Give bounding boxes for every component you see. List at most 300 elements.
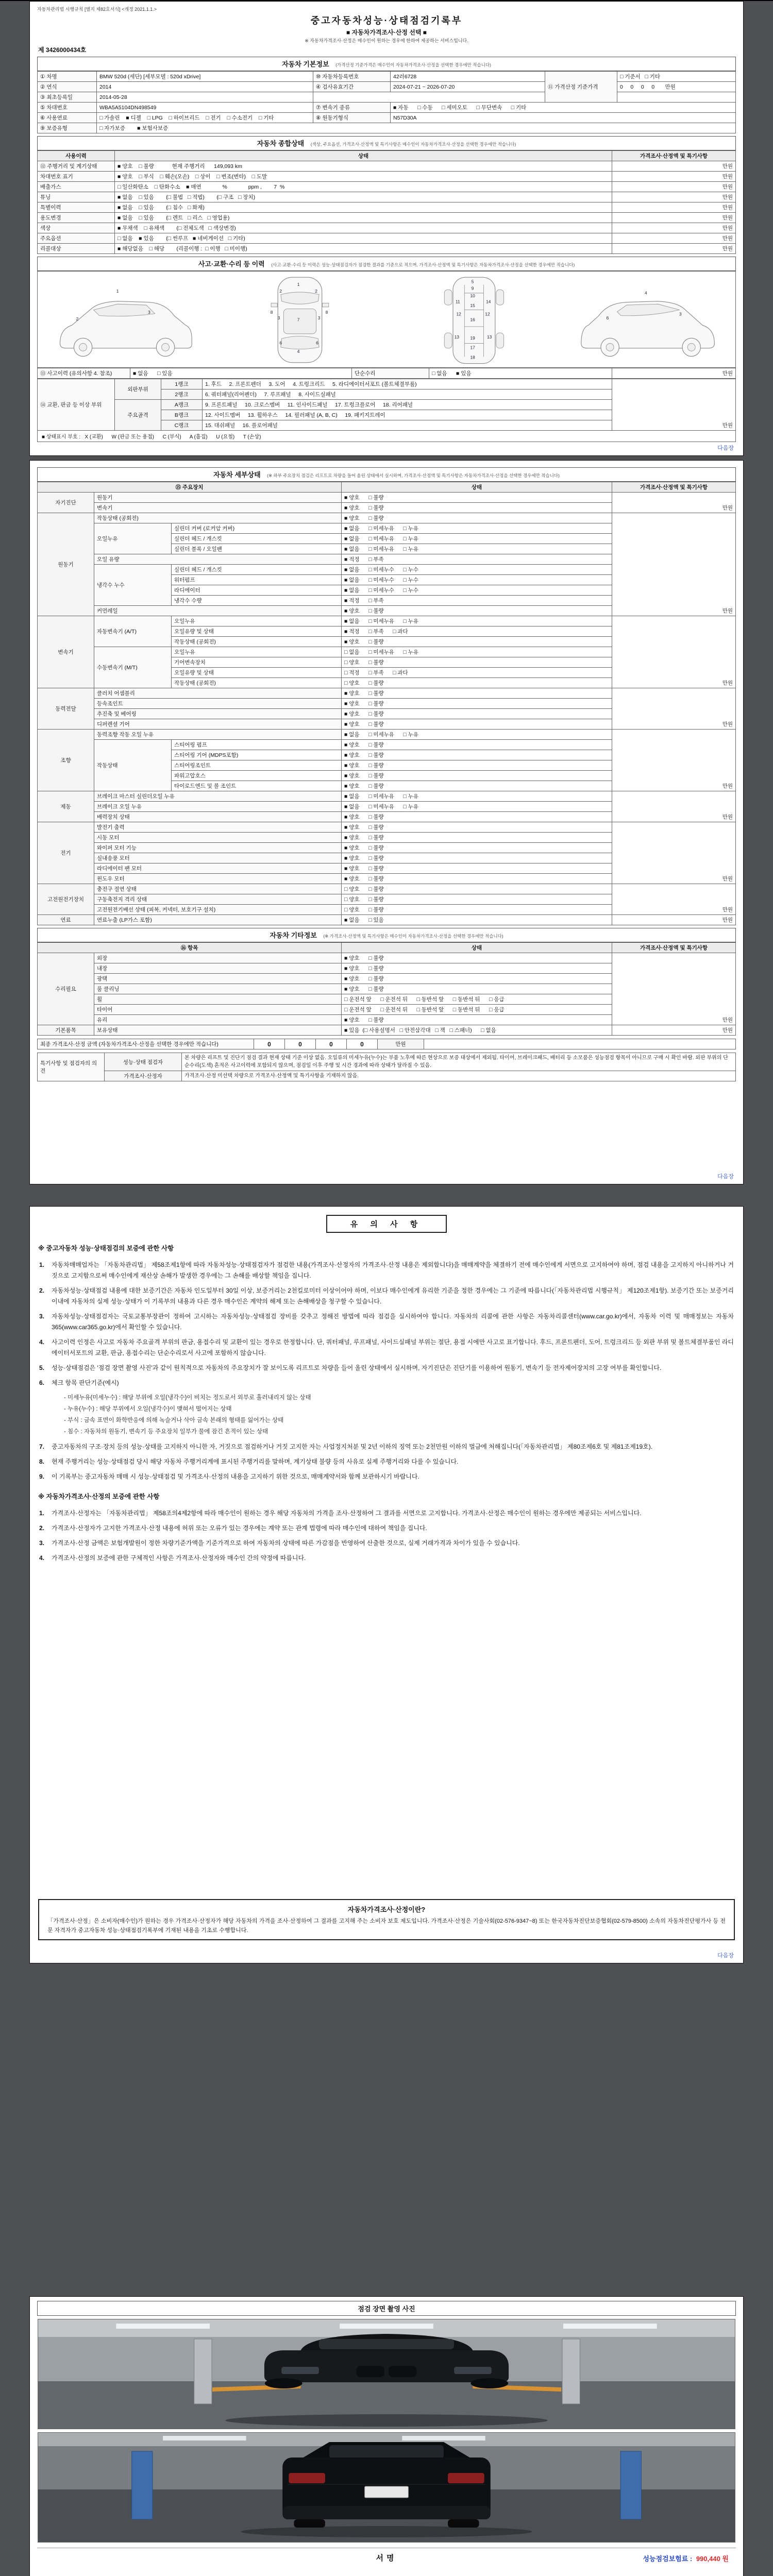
panel-number-marker: 12 bbox=[485, 311, 490, 317]
status-checkbox-group[interactable]: ■ 양호 □ 불량 bbox=[342, 984, 612, 994]
status-checkbox-group[interactable]: □ 운전석 앞 □ 운전석 뒤 □ 동반석 앞 □ 동반석 뒤 □ 응급 bbox=[342, 1005, 612, 1015]
price-input-cell[interactable]: 만원 bbox=[612, 379, 736, 431]
panel-number-marker: 11 bbox=[456, 299, 460, 304]
panel-number-marker: 7 bbox=[297, 317, 300, 323]
field-label: 클러치 어셈블리 bbox=[94, 688, 342, 699]
panel-number-marker: 2 bbox=[279, 288, 282, 294]
field-label: ⑩ 자동차등록번호 bbox=[313, 72, 391, 82]
status-checkbox-group[interactable]: ■ 없음 □ 있음 (□ 침수 □ 화재) bbox=[115, 202, 612, 213]
form-reference: 자동차관리법 시행규칙 [별지 제82호서식] <개정 2021.1.1.> bbox=[37, 7, 157, 12]
field-label: ② 연식 bbox=[38, 82, 97, 92]
field-label: 외장 bbox=[94, 953, 342, 963]
field-label: 자동변속기 (A/T) bbox=[94, 616, 172, 647]
field-label: 변속기 bbox=[94, 503, 342, 513]
price-input-cell[interactable]: 만원 bbox=[612, 161, 736, 172]
status-checkbox-group[interactable]: ■ 양호 □ 불량 bbox=[342, 843, 612, 853]
notice-item-number bbox=[52, 1415, 61, 1426]
photo-section-title: 점검 장면 촬영 사진 bbox=[37, 2301, 736, 2316]
price-input-cell[interactable]: 만원 bbox=[612, 368, 736, 379]
status-checkbox-group[interactable]: □ 없음 ■ 있음 bbox=[429, 368, 612, 379]
group-label: 기본품목 bbox=[38, 1025, 94, 1036]
page-3-sheet bbox=[29, 1206, 744, 1963]
group-label: 연료 bbox=[38, 915, 94, 925]
spacer bbox=[37, 1568, 736, 1894]
basic-info-table bbox=[37, 71, 736, 133]
photo-rear-image bbox=[38, 2433, 735, 2542]
sub-item-label: 기어변속장치 bbox=[172, 657, 342, 668]
sub-item-label: 실린더 커버 (로커암 커버) bbox=[172, 523, 342, 534]
field-label: 배력장치 상태 bbox=[94, 812, 342, 822]
price-appraisal-select-note: ※ 자동차가격조사·산정은 매수인이 원하는 경우에 한하여 제공하는 서비스입니다. bbox=[305, 38, 468, 43]
notice-item-text: 현재 주행거리는 성능·상태점검 당시 해당 자동차 주행거리계에 표시된 주행거리를 말하며, 계기상태 불량 등의 사유로 실제 주행거리와 다를 수 있습니다. bbox=[52, 1458, 459, 1465]
notice-item-text: 가격조사·산정의 보증에 관한 구체적인 사항은 가격조사·산정자와 매수인 간의 약정에 따릅니다. bbox=[52, 1554, 306, 1562]
status-checkbox-group[interactable]: ■ 없음 □ 미세누유 □ 누유 bbox=[342, 523, 612, 534]
panel-number-marker: 13 bbox=[487, 334, 492, 340]
field-label: ④ 검사유효기간 bbox=[313, 82, 391, 92]
status-checkbox-group[interactable]: ■ 없음 □ 있음 (□ 렌트 □ 리스 □ 영업용) bbox=[115, 213, 612, 223]
fee-label: 성능점검보험료 : bbox=[643, 2555, 693, 2563]
status-checkbox-group[interactable]: □ 가솔린 ■ 디젤 □ LPG □ 하이브리드 □ 전기 □ 수소전기 □ 기타 bbox=[97, 113, 313, 123]
panel-number-marker: 6 bbox=[315, 340, 318, 346]
price-input-cell[interactable]: 만원 bbox=[612, 213, 736, 223]
notice-title: 유 의 사 항 bbox=[326, 1215, 447, 1233]
field-label: 특기사항 및 점검자의 의견 bbox=[38, 1053, 105, 1081]
notice-item-number: 4. bbox=[39, 1554, 45, 1562]
price-input-cell[interactable]: 만원 bbox=[612, 915, 736, 925]
notice-sub-item bbox=[52, 1427, 734, 1437]
status-checkbox-group[interactable]: ■ 없음 □ 미세누유 □ 누유 bbox=[342, 791, 612, 802]
panel-number-marker: 12 bbox=[456, 311, 462, 317]
signature-row bbox=[37, 2548, 736, 2575]
panel-number-marker: 1 bbox=[116, 288, 119, 294]
field-label: ⑨ 보증유형 bbox=[38, 123, 97, 133]
price-input-cell[interactable]: 만원 bbox=[612, 513, 736, 616]
status-checkbox-group[interactable]: ■ 양호 □ 불량 bbox=[342, 833, 612, 843]
field-label: 배출가스 bbox=[38, 182, 115, 192]
status-checkbox-group[interactable]: ■ 양호 □ 불량 bbox=[342, 740, 612, 750]
status-checkbox-group[interactable]: □ 양호 □ 불량 bbox=[342, 657, 612, 668]
group-label: 2랭크 bbox=[161, 389, 203, 400]
status-checkbox-group[interactable]: □ 양호 □ 불량 bbox=[342, 905, 612, 915]
field-label: 디퍼렌셜 기어 bbox=[94, 719, 342, 730]
group-label: 전기 bbox=[38, 822, 94, 884]
price-input-cell[interactable]: 만원 bbox=[612, 493, 736, 513]
sub-item-label: 라디에이터 bbox=[172, 585, 342, 596]
group-label: A랭크 bbox=[161, 400, 203, 410]
notice-item-number: 3. bbox=[39, 1313, 45, 1320]
panel-number-marker: 8 bbox=[270, 309, 273, 315]
panel-number-marker: 15 bbox=[470, 302, 476, 308]
first-registration-date: 2014-05-28 bbox=[97, 92, 313, 103]
next-page-link[interactable]: 다음장 bbox=[717, 1174, 734, 1180]
status-checkbox-group[interactable]: ■ 양호 □ 불량 bbox=[342, 709, 612, 719]
status-checkbox-group[interactable]: ■ 없음 □ 미세누유 □ 누유 bbox=[342, 802, 612, 812]
section-detail-title: 자동차 세부상태 bbox=[213, 471, 261, 479]
status-checkbox-group[interactable]: ■ 양호 □ 불량 bbox=[342, 688, 612, 699]
notice-item-number: 5. bbox=[39, 1364, 45, 1371]
document-title: 중고자동차성능·상태점검기록부 bbox=[310, 15, 463, 26]
status-checkbox-group[interactable]: ■ 양호 □ 불량 bbox=[342, 853, 612, 863]
notice-item-number: 2. bbox=[39, 1524, 45, 1532]
amount-digit-box[interactable]: 0 bbox=[316, 1039, 347, 1049]
section-overall-title: 자동차 종합상태 bbox=[257, 140, 305, 147]
section-accident-title: 사고·교환·수리 등 이력 bbox=[198, 260, 265, 268]
field-label: 실내송풍 모터 bbox=[94, 853, 342, 863]
status-checkbox-group[interactable]: ■ 양호 □ 불량 bbox=[342, 874, 612, 884]
group-label: 만원 bbox=[378, 1039, 424, 1049]
panel-number-marker: 3 bbox=[317, 315, 321, 320]
status-checkbox-group[interactable]: ■ 없음 □ 있음 (□ 불법 □ 적법) (□ 구조 □ 장치) bbox=[115, 192, 612, 202]
document-number: 제 3426000434호 bbox=[38, 46, 87, 54]
notice-item-text: 자동차성능·상태점검 내용에 대한 보증기간은 자동차 인도일부터 30일 이상, 보증거리는 2천킬로미터 이상이어야 하며, 이보다 매수인에게 유리한 기준을 정한 경우에는 그 기준에 따릅니다(「자동차관리법 시행규칙」 제120조제1항). 보증기간 또는 보증거리 이내에 자동차의 실제 성능·상태가 이 기록부의 내용과 다른 경우 매수인은 계약의 해제 또는 손해배상을 청구할 수 있습니다. bbox=[52, 1287, 734, 1305]
panel-number-marker: 19 bbox=[470, 335, 476, 341]
field-label: ⑪ 가격산정 기준가격 bbox=[545, 72, 617, 103]
panel-number-marker: 6 bbox=[279, 340, 282, 346]
car-diagram-top-view bbox=[214, 272, 384, 367]
field-label: 광택 bbox=[94, 974, 342, 984]
column-header: 상태 bbox=[342, 943, 612, 953]
section-etc bbox=[37, 928, 736, 942]
panel-number-marker: 8 bbox=[325, 309, 328, 315]
notice-part2-list bbox=[37, 1504, 736, 1568]
status-checkbox-group[interactable]: ■ 양호 □ 불량 bbox=[342, 750, 612, 760]
field-label: ⑫ 주행거리 및 계기상태 bbox=[38, 161, 115, 172]
group-label: 변속기 bbox=[38, 616, 94, 688]
status-checkbox-group[interactable]: □ 없음 □ 미세누유 □ 누유 bbox=[342, 647, 612, 657]
sub-item-label: 실린더 헤드 / 개스킷 bbox=[172, 534, 342, 544]
status-checkbox-group[interactable]: ■ 적정 □ 부족 bbox=[342, 596, 612, 606]
group-label: 성능·상태 점검자 bbox=[105, 1053, 182, 1071]
next-page-link[interactable]: 다음장 bbox=[717, 1953, 734, 1959]
status-checkbox-group[interactable]: ■ 양호 □ 불량 bbox=[342, 812, 612, 822]
section-detail bbox=[37, 467, 736, 482]
notice-item bbox=[39, 1553, 734, 1564]
sub-item-label: 타이로드엔드 및 볼 조인트 bbox=[172, 781, 342, 791]
price-input-cell[interactable]: 만원 bbox=[612, 172, 736, 182]
sub-item-label: 오일누유 bbox=[172, 616, 342, 626]
field-label: 충전구 절연 상태 bbox=[94, 884, 342, 894]
inspector-opinion[interactable]: 본 차량은 리프트 및 진단기 점검 결과 현재 상태 기준 이상 없음. 오일류의 미세누유(누수)는 부품 노후에 따른 현상으로 보증 대상에서 제외됨. 타이어, 브레이크패드, 배터리 등 소모품은 성능점검 항목이 아니므로 구매 시 확인 바람. 외판 부위의 단순수리(도색) 흔적은 사고이력에 포함되지 않으며, 점검일 이후 주행 및 시간 경과에 따라 상태가 달라질 수 있음. bbox=[182, 1053, 736, 1071]
price-input-cell[interactable]: 만원 bbox=[612, 182, 736, 192]
field-label: 휠 bbox=[94, 994, 342, 1005]
panel-number-marker: 14 bbox=[486, 299, 491, 304]
field-label: 내장 bbox=[94, 963, 342, 974]
inspection-photo-rear bbox=[38, 2432, 735, 2543]
status-checkbox-group[interactable]: ■ 양호 □ 불량 bbox=[342, 963, 612, 974]
appraisal-info-body: 「가격조사·산정」은 소비자(매수인)가 원하는 경우 가격조사·산정자가 해당 자동차의 가격을 조사·산정하여 그 결과를 고지해 주는 소비자 보호 제도입니다. 가격조사·산정은 기술사회(02-576-9347~8) 또는 한국자동차진단보증협회(02-579-8500) 소속의 자동차진단평가사 등 전문 자격자가 중고자동차 성능·상태점검기록부에 기재된 내용을 기초로 수행합니다. bbox=[47, 1918, 726, 1934]
status-checkbox-group[interactable]: 6. 쿼터패널(리어펜더) 7. 루프패널 8. 사이드실패널 bbox=[203, 389, 612, 400]
price-input-cell[interactable]: 만원 bbox=[612, 953, 736, 1025]
base-price-amount[interactable]: 0 0 0 0 만원 bbox=[617, 82, 736, 92]
section-overall-note: (색상, 주요옵션, 가격조사·산정액 및 특기사항은 매수인이 자동차가격조사·산정을 선택한 경우에만 적습니다) bbox=[310, 142, 516, 147]
price-input-cell[interactable]: 만원 bbox=[612, 822, 736, 884]
status-checkbox-group[interactable]: ■ 없음 □ 미세누유 □ 누유 bbox=[342, 616, 612, 626]
opinion-table bbox=[37, 1053, 736, 1081]
status-checkbox-group[interactable]: ■ 양호 □ 불량 bbox=[342, 822, 612, 833]
status-code-legend: ■ 상태표시 부호 : X (교환) W (판금 또는 용접) C (부식) A (흠집) U (요철) T (손상) bbox=[37, 431, 736, 442]
car-diagram-underbody-view bbox=[389, 272, 559, 367]
notice-item-text: 가격조사·산정자는 「자동차관리법」 제58조의4제2항에 따라 매수인이 원하는 경우 해당 자동차의 가격을 조사·산정하여 그 결과를 서면으로 고지합니다. 가격조사·산정은 매수인이 원하는 경우에만 제공되는 서비스입니다. bbox=[52, 1509, 642, 1517]
panel-number-marker: 1 bbox=[297, 281, 300, 287]
amount-digit-box[interactable]: 0 bbox=[285, 1039, 316, 1049]
panel-number-marker: 2 bbox=[76, 316, 79, 321]
price-input-cell[interactable]: 만원 bbox=[612, 791, 736, 822]
status-checkbox-group[interactable]: ■ 없음 □ 있음 bbox=[130, 368, 352, 379]
notice-item-number bbox=[52, 1404, 61, 1414]
price-input-cell[interactable]: 만원 bbox=[612, 616, 736, 688]
field-label: 특별이력 bbox=[38, 202, 115, 213]
notice-item-text: - 부식 : 금속 표면이 화학반응에 의해 녹슬거나 삭아 금속 본래의 형태를 잃어가는 상태 bbox=[64, 1417, 284, 1424]
field-label: 수동변속기 (M/T) bbox=[94, 647, 172, 688]
status-checkbox-group[interactable]: ■ 없음 □ 미세누수 □ 누수 bbox=[342, 585, 612, 596]
panel-number-marker: 17 bbox=[470, 345, 476, 350]
panel-number-marker: 16 bbox=[470, 317, 476, 323]
notice-item bbox=[39, 1471, 734, 1482]
status-checkbox-group[interactable]: ■ 없음 □ 미세누유 □ 누유 bbox=[342, 730, 612, 740]
field-label: ⑤ 차대번호 bbox=[38, 103, 97, 113]
notice-item-text: 성능·상태점검은 '점검 장면 촬영 사진'과 같이 원칙적으로 자동차의 주요장치가 잘 보이도록 리프트로 차량을 들어 올린 상태에서 실시하며, 자기진단은 진단기를 이용하여 원동기, 변속기 등 전자제어장치의 고장 여부를 확인합니다. bbox=[52, 1364, 662, 1371]
section-accident-note: (사고·교환·수리 등 이력은 성능·상태점검자가 점검한 결과를 기준으로 적으며, 가격조사·산정액 및 특기사항은 자동차가격조사·산정을 선택한 경우에만 적습니다) bbox=[271, 262, 575, 267]
status-checkbox-group[interactable]: □ 자가보증 ■ 보험사보증 bbox=[97, 123, 736, 133]
notice-sub-item bbox=[52, 1415, 734, 1426]
status-checkbox-group[interactable]: ■ 양호 □ 부식 □ 훼손(오손) □ 상이 □ 변조(변타) □ 도말 bbox=[115, 172, 612, 182]
field-label: 주요옵션 bbox=[38, 233, 115, 244]
status-checkbox-group[interactable]: ■ 양호 □ 불량 bbox=[342, 863, 612, 874]
notice-item-text: 중고자동차의 구조·장치 등의 성능·상태를 고지하지 아니한 자, 거짓으로 점검하거나 거짓 고지한 자는 사업정지처분 및 2년 이하의 징역 또는 2천만원 이하의 벌금에 처해집니다(「자동차관리법」 제80조제6호 및 제81조제19호). bbox=[52, 1443, 653, 1450]
overall-condition-table bbox=[37, 150, 736, 254]
status-checkbox-group[interactable]: 12. 사이드멤버 13. 휠하우스 14. 필러패널 (A, B, C) 19. 패키지트레이 bbox=[203, 410, 612, 420]
signature-label: 서명 bbox=[376, 2554, 397, 2563]
panel-number-marker: 4 bbox=[297, 349, 300, 354]
status-checkbox-group[interactable]: □ 양호 □ 불량 bbox=[342, 894, 612, 905]
sub-item-label: 오일유량 및 상태 bbox=[172, 626, 342, 637]
status-checkbox-group[interactable]: ■ 양호 □ 불량 bbox=[342, 699, 612, 709]
panel-number-marker: 18 bbox=[470, 354, 476, 360]
inspection-insurance-fee bbox=[643, 2553, 729, 2563]
field-label: 원동기 bbox=[94, 493, 342, 503]
panel-number-marker: 3 bbox=[148, 309, 151, 315]
sub-item-label: 냉각수 수량 bbox=[172, 596, 342, 606]
field-label: 오일누유 bbox=[94, 523, 172, 554]
notice-item-text: 자동차성능·상태점검자는 국토교통부장관이 정하여 고시하는 자동차성능·상태점검 장비를 갖추고 정해진 방법에 따라 점검을 실시하여야 합니다. 자동차의 리콜에 관한 사항은 자동차리콜센터(www.car.go.kr)에서, 자동차 이력 및 매매정보는 자동차365(www.car365.go.kr)에서 확인할 수 있습니다. bbox=[52, 1313, 734, 1331]
field-label: 냉각수 누수 bbox=[94, 565, 172, 606]
status-checkbox-group[interactable]: 9. 프론트패널 10. 크로스멤버 11. 인사이드패널 17. 트렁크플로어 18. 리어패널 bbox=[203, 400, 612, 410]
vehicle-name: BMW 520d (세단) [세부모델 : 520d xDrive] bbox=[97, 72, 313, 82]
status-checkbox-group[interactable]: ■ 무채색 □ 유채색 (□ 전체도색 □ 색상변경) bbox=[115, 223, 612, 233]
registration-number: 42러6728 bbox=[391, 72, 545, 82]
field-label: 유리 bbox=[94, 1015, 342, 1025]
status-checkbox-group[interactable]: ■ 양호 □ 불량 bbox=[342, 719, 612, 730]
status-checkbox-group[interactable]: □ 양호 □ 불량 bbox=[342, 678, 612, 688]
price-input-cell[interactable]: 만원 bbox=[612, 223, 736, 233]
notice-item-number bbox=[52, 1427, 61, 1437]
status-checkbox-group[interactable]: ■ 양호 □ 불량 bbox=[342, 493, 612, 503]
notice-item-number: 1. bbox=[39, 1509, 45, 1517]
panel-number-marker: 3 bbox=[277, 315, 280, 320]
status-checkbox-group[interactable]: ■ 있음 (□ 사용설명서 □ 안전삼각대 □ 잭 □ 스패너) □ 없음 bbox=[342, 1025, 612, 1036]
field-label: 용도변경 bbox=[38, 213, 115, 223]
field-label: 작동상태 bbox=[94, 740, 172, 791]
next-page-link[interactable]: 다음장 bbox=[717, 445, 734, 451]
section-etc-title: 자동차 기타정보 bbox=[270, 931, 317, 939]
amount-digit-box[interactable]: 0 bbox=[254, 1039, 285, 1049]
sub-item-label: 워터펌프 bbox=[172, 575, 342, 585]
field-label: ⑬ 사고이력 (유의사항 4. 참조) bbox=[38, 368, 130, 379]
notice-item-number: 9. bbox=[39, 1472, 45, 1480]
group-label: 가격조사·산정자 bbox=[105, 1071, 182, 1081]
notice-item-text: 체크 항목 판단기준(예시) bbox=[52, 1379, 119, 1386]
photo-lift-front-image bbox=[38, 2319, 735, 2429]
status-checkbox-group[interactable]: ■ 없음 □ 미세누유 □ 누유 bbox=[342, 534, 612, 544]
etc-info-table bbox=[37, 942, 736, 1036]
appraiser-opinion[interactable]: 가격조사·산정 미선택 차량으로 가격조사·산정액 및 특기사항을 기재하지 않음. bbox=[182, 1071, 736, 1081]
sub-item-label: 실린더 블록 / 오일팬 bbox=[172, 544, 342, 554]
field-label: 고전원전기배선 상태 (피복, 커넥터, 보호기구 설치) bbox=[94, 905, 342, 915]
car-diagram-front-quarter-view bbox=[40, 272, 210, 367]
field-label: 리콜대상 bbox=[38, 244, 115, 254]
notice-item-text: 자동차매매업자는 「자동차관리법」 제58조제1항에 따라 자동차성능·상태점검자가 점검한 내용(가격조사·산정자의 가격조사·산정 내용은 제외합니다)을 매매계약을 체결하기 전에 매수인에게 서면으로 고지하여야 하며, 점검 내용을 고지하지 아니하거나 거짓으로 고지함으로써 매수인에게 재산상 손해가 발생한 경우에는 그 손해를 배상할 책임을 집니다. bbox=[52, 1261, 734, 1279]
price-input-cell[interactable]: 만원 bbox=[612, 688, 736, 730]
notice-item-text: - 누유(누수) : 해당 부위에서 오일(냉각수)이 맺혀서 떨어지는 상태 bbox=[64, 1406, 232, 1413]
group-label: C랭크 bbox=[161, 420, 203, 431]
notice-item-number: 2. bbox=[39, 1287, 45, 1294]
status-checkbox-group[interactable]: ■ 양호 □ 불량 bbox=[342, 606, 612, 616]
notice-item-number: 4. bbox=[39, 1338, 45, 1346]
field-label: 동력조향 작동 오일 누유 bbox=[94, 730, 342, 740]
field-value bbox=[424, 1039, 736, 1049]
status-checkbox-group[interactable]: □ 없음 ■ 있음 (□ 썬루프 ■ 네비게이션 □ 기타) bbox=[115, 233, 612, 244]
status-checkbox-group[interactable]: □ 기준서 □ 기타 bbox=[617, 72, 736, 82]
field-label: 발전기 출력 bbox=[94, 822, 342, 833]
engine-type: N57D30A bbox=[391, 113, 736, 123]
status-checkbox-group[interactable]: 1. 후드 2. 프론트펜더 3. 도어 4. 트렁크리드 5. 라디에이터서포트 (볼트체결부품) bbox=[203, 379, 612, 389]
status-checkbox-group[interactable]: ■ 해당없음 □ 해당 (리콜이행 : □ 이행 □ 미이행) bbox=[115, 244, 612, 254]
field-label: 단순수리 bbox=[352, 368, 429, 379]
status-checkbox-group[interactable]: 15. 대쉬패널 16. 플로어패널 bbox=[203, 420, 612, 431]
panel-number-marker: 9 bbox=[472, 285, 474, 291]
field-label: 차대번호 표기 bbox=[38, 172, 115, 182]
panel-number-marker: 10 bbox=[470, 293, 476, 299]
model-year: 2014 bbox=[97, 82, 313, 92]
status-checkbox-group[interactable]: ■ 양호 □ 불량 bbox=[342, 503, 612, 513]
detail-condition-table bbox=[37, 482, 736, 925]
notice-item-number: 7. bbox=[39, 1443, 45, 1450]
sub-item-label: 파워고압호스 bbox=[172, 771, 342, 781]
panel-number-marker: 13 bbox=[455, 334, 460, 340]
status-checkbox-group[interactable]: ■ 양호 □ 불량 bbox=[342, 760, 612, 771]
status-checkbox-group[interactable]: ■ 양호 □ 불량 bbox=[342, 637, 612, 647]
price-input-cell[interactable]: 만원 bbox=[612, 884, 736, 915]
status-checkbox-group[interactable]: □ 양호 □ 불량 bbox=[342, 884, 612, 894]
status-checkbox-group[interactable]: ■ 없음 □ 있음 bbox=[342, 915, 612, 925]
price-input-cell[interactable]: 만원 bbox=[612, 244, 736, 254]
status-checkbox-group[interactable]: ■ 양호 □ 불량 bbox=[342, 953, 612, 963]
column-header: 가격조사·산정액 및 특기사항 bbox=[612, 482, 736, 493]
status-checkbox-group[interactable]: ■ 양호 □ 불량 bbox=[342, 513, 612, 523]
notice-item-number: 1. bbox=[39, 1261, 45, 1268]
sub-item-label: 실린더 헤드 / 개스킷 bbox=[172, 565, 342, 575]
page-2-sheet bbox=[29, 460, 744, 1184]
field-value bbox=[617, 92, 736, 103]
section-etc-note: (※ 가격조사·산정액 및 특기사항은 매수인이 자동차가격조사·산정을 선택한 경우에만 적습니다) bbox=[323, 934, 503, 939]
column-header: ⑯ 항목 bbox=[38, 943, 342, 953]
field-label: 색상 bbox=[38, 223, 115, 233]
status-checkbox-group[interactable]: ■ 적정 □ 부족 bbox=[342, 554, 612, 565]
price-input-cell[interactable]: 만원 bbox=[612, 192, 736, 202]
section-accident bbox=[37, 257, 736, 271]
group-label: 고전원전기장치 bbox=[38, 884, 94, 915]
status-checkbox-group[interactable]: ■ 양호 □ 불량 bbox=[342, 771, 612, 781]
inspection-valid-period: 2024-07-21 ~ 2026-07-20 bbox=[391, 82, 545, 92]
section-basic-info bbox=[37, 57, 736, 71]
field-label: 타이어 bbox=[94, 1005, 342, 1015]
column-header: ⑮ 주요장치 bbox=[38, 482, 342, 493]
page-1-sheet bbox=[29, 1, 744, 456]
notice-sub-item bbox=[52, 1404, 734, 1414]
accident-history-table bbox=[37, 368, 736, 379]
amount-digit-box[interactable]: 0 bbox=[347, 1039, 378, 1049]
status-checkbox-group[interactable]: □ 운전석 앞 □ 운전석 뒤 □ 동반석 앞 □ 동반석 뒤 □ 응급 bbox=[342, 994, 612, 1005]
field-label: ⑥ 사용연료 bbox=[38, 113, 97, 123]
notice-item-text: 가격조사·산정 금액은 보험개발원이 정한 차량기준가액을 기준가격으로 하여 자동차의 상태에 따른 가감점을 반영하여 산출한 것으로, 실제 거래가격과 차이가 있을 수 있습니다. bbox=[52, 1539, 520, 1547]
group-label: 수리필요 bbox=[38, 953, 94, 1025]
field-label: 룸 클리닝 bbox=[94, 984, 342, 994]
notice-item-text: - 침수 : 자동차의 원동기, 변속기 등 주요장치 일부가 물에 잠긴 흔적이 있는 상태 bbox=[64, 1429, 268, 1435]
field-label: ③ 최초등록일 bbox=[38, 92, 97, 103]
status-checkbox-group[interactable]: ■ 없음 □ 미세누유 □ 누유 bbox=[342, 544, 612, 554]
status-checkbox-group[interactable]: ■ 없음 □ 미세누수 □ 누수 bbox=[342, 575, 612, 585]
sub-item-label: 스티어링조인트 bbox=[172, 760, 342, 771]
field-label: 추진축 및 베어링 bbox=[94, 709, 342, 719]
field-label: ⑦ 변속기 종류 bbox=[313, 103, 391, 113]
notice-item bbox=[39, 1508, 734, 1519]
field-label: 튜닝 bbox=[38, 192, 115, 202]
field-label: 보유상태 bbox=[94, 1025, 342, 1036]
group-label: B랭크 bbox=[161, 410, 203, 420]
status-checkbox-group[interactable]: ■ 양호 □ 불량 bbox=[342, 781, 612, 791]
field-label: 연료누출 (LP가스 포함) bbox=[94, 915, 342, 925]
notice-part1-list bbox=[37, 1256, 736, 1486]
price-input-cell[interactable]: 만원 bbox=[612, 233, 736, 244]
price-input-cell[interactable]: 만원 bbox=[612, 1025, 736, 1036]
mileage-status[interactable]: ■ 양호 □ 불량 현재 주행거리 149,093 km bbox=[115, 161, 612, 172]
price-input-cell[interactable]: 만원 bbox=[612, 730, 736, 791]
status-checkbox-group[interactable]: ■ 적정 □ 부족 □ 과다 bbox=[342, 626, 612, 637]
field-label: 라디에이터 팬 모터 bbox=[94, 863, 342, 874]
status-checkbox-group[interactable]: ■ 없음 □ 미세누수 □ 누수 bbox=[342, 565, 612, 575]
section-overall bbox=[37, 136, 736, 150]
notice-item-number: 6. bbox=[39, 1379, 45, 1386]
notice-item-text: 사고이력 인정은 사고로 자동차 주요골격 부위의 판금, 용접수리 및 교환이 있는 경우로 한정합니다. 단, 쿼터패널, 루프패널, 사이드실패널 부위는 절단, 용접 시에만 사고로 표기합니다. 후드, 프론트펜더, 도어, 트렁크리드 등 외판 부위 및 볼트체결부품인 라디에이터서포트의 교환, 판금, 용접수리는 단순수리로서 사고에 포함하지 않습니다. bbox=[52, 1338, 734, 1357]
status-checkbox-group[interactable]: ■ 자동 □ 수동 □ 세미오토 □ 무단변속 □ 기타 bbox=[391, 103, 736, 113]
price-input-cell[interactable]: 만원 bbox=[612, 202, 736, 213]
status-checkbox-group[interactable]: □ 일산화탄소 □ 탄화수소 ■ 매연 % ppm , 7 % bbox=[115, 182, 612, 192]
notice-item bbox=[39, 1285, 734, 1307]
sub-item-label: 오일누유 bbox=[172, 647, 342, 657]
status-checkbox-group[interactable]: ■ 양호 □ 불량 bbox=[342, 974, 612, 984]
notice-item bbox=[39, 1442, 734, 1452]
field-label: 와이퍼 모터 기능 bbox=[94, 843, 342, 853]
status-checkbox-group[interactable]: ■ 양호 □ 불량 bbox=[342, 1015, 612, 1025]
notice-item-number: 8. bbox=[39, 1458, 45, 1465]
column-header: 가격조사·산정액 및 특기사항 bbox=[612, 151, 736, 161]
notice-item-text: 이 기록부는 중고자동차 매매 시 성능·상태점검 및 가격조사·산정의 내용을 고지하기 위한 것으로, 매매계약서와 함께 보관하시기 바랍니다. bbox=[52, 1472, 419, 1480]
group-label: 외판부위 bbox=[115, 379, 161, 400]
group-label: 자기진단 bbox=[38, 493, 94, 513]
section-basic-note: (가격산정 기준가격은 매수인이 자동차가격조사·산정을 선택한 경우에만 적습니다) bbox=[335, 62, 491, 67]
notice-item-text: 가격조사·산정자가 고지한 가격조사·산정 내용에 허위 또는 오류가 있는 경우에는 계약 또는 관계 법령에 따라 매수인에 대하여 책임을 집니다. bbox=[52, 1524, 427, 1532]
status-checkbox-group[interactable]: □ 적정 □ 부족 □ 과다 bbox=[342, 668, 612, 678]
